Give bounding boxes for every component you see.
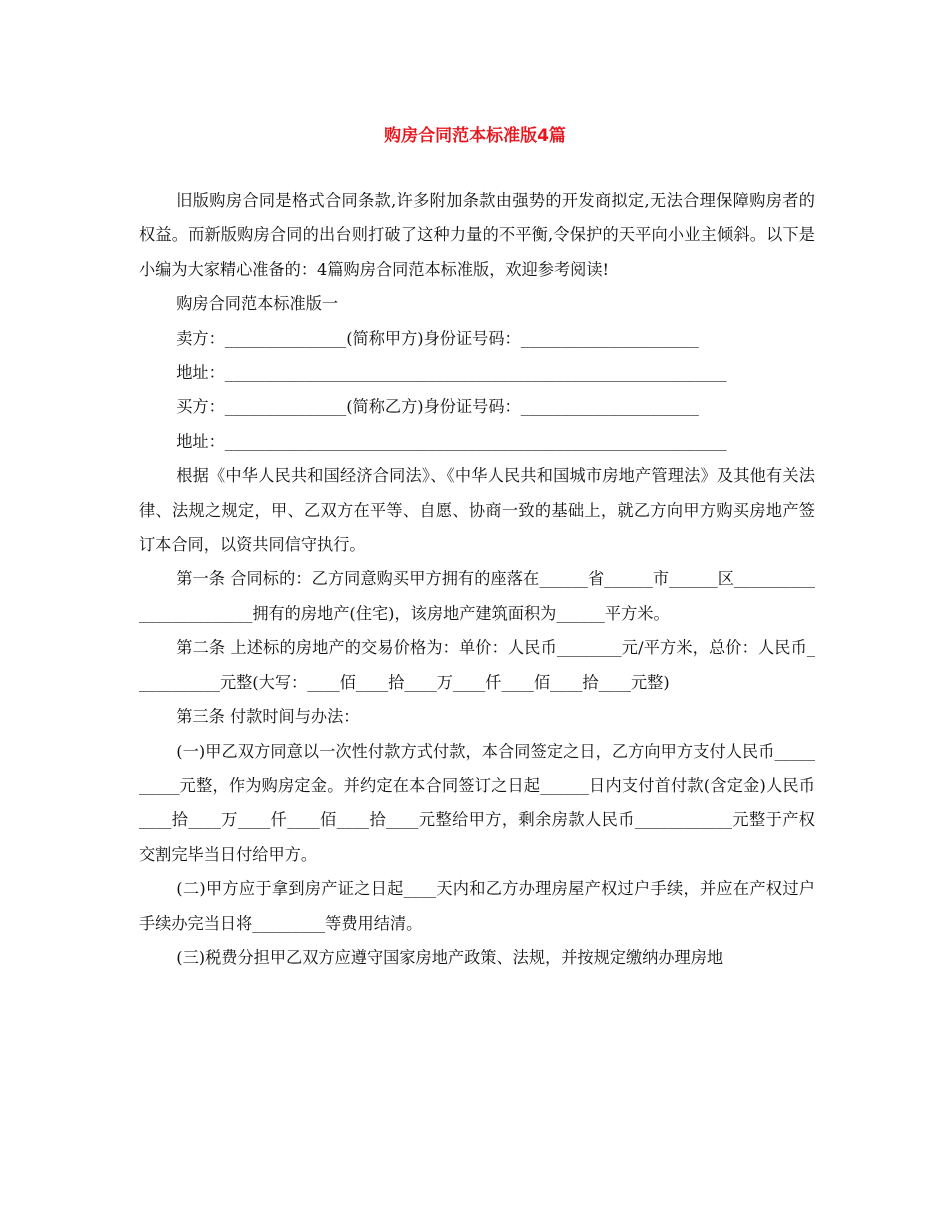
article-2-paragraph: 第二条 上述标的房地产的交易价格为：单价：人民币________元/平方米，总价：人民币___________元整(大写：____佰____拾____万____仟____佰____拾____元整) bbox=[139, 638, 815, 692]
intro-paragraph: 旧版购房合同是格式合同条款,许多附加条款由强势的开发商拟定,无法合理保障购房者的权益。而新版购房合同的出台则打破了这种力量的不平衡,令保护的天平向小业主倾斜。以下是小编为大家精心准备的：4篇购房合同范本标准版，欢迎参考阅读! bbox=[139, 191, 815, 279]
legal-basis-paragraph: 根据《中华人民共和国经济合同法》、《中华人民共和国城市房地产管理法》及其他有关法律、法规之规定，甲、乙双方在平等、自愿、协商一致的基础上，就乙方向甲方购买房地产签订本合同，以资共同信守执行。 bbox=[139, 466, 815, 555]
document-title: 购房合同范本标准版4篇 bbox=[384, 126, 566, 146]
article-3-clause-3: (三)税费分担甲乙双方应遵守国家房地产政策、法规，并按规定缴纳办理房地 bbox=[176, 947, 724, 967]
document-body bbox=[139, 184, 815, 975]
article-3-clause-1: (一)甲乙双方同意以一次性付款方式付款，本合同签定之日，乙方向甲方支付人民币__________元整，作为购房定金。并约定在本合同签订之日起______日内支付首付款(含定金)人民币____拾____万____仟____佰____拾____元整给甲方，剩余房款人民币____________元整于产权交割完毕当日付给甲方。 bbox=[139, 741, 815, 864]
seller-address-line: 地址：______________________________________________________________ bbox=[176, 363, 727, 383]
buyer-address-line: 地址：______________________________________________________________ bbox=[176, 431, 727, 451]
seller-line: 卖方：_______________(简称甲方)身份证号码：______________________ bbox=[176, 328, 699, 348]
article-3-heading: 第三条 付款时间与办法： bbox=[176, 707, 360, 727]
article-3-clause-2: (二)甲方应于拿到房产证之日起____天内和乙方办理房屋产权过户手续，并应在产权过户手续办完当日将_________等费用结清。 bbox=[139, 879, 815, 933]
section-heading: 购房合同范本标准版一 bbox=[176, 294, 339, 314]
buyer-line: 买方：_______________(简称乙方)身份证号码：______________________ bbox=[176, 397, 699, 417]
article-1-paragraph: 第一条 合同标的：乙方同意购买甲方拥有的座落在______省______市______区________________________拥有的房地产(住宅)，该房地产建筑面积为______平方米。 bbox=[139, 569, 815, 623]
